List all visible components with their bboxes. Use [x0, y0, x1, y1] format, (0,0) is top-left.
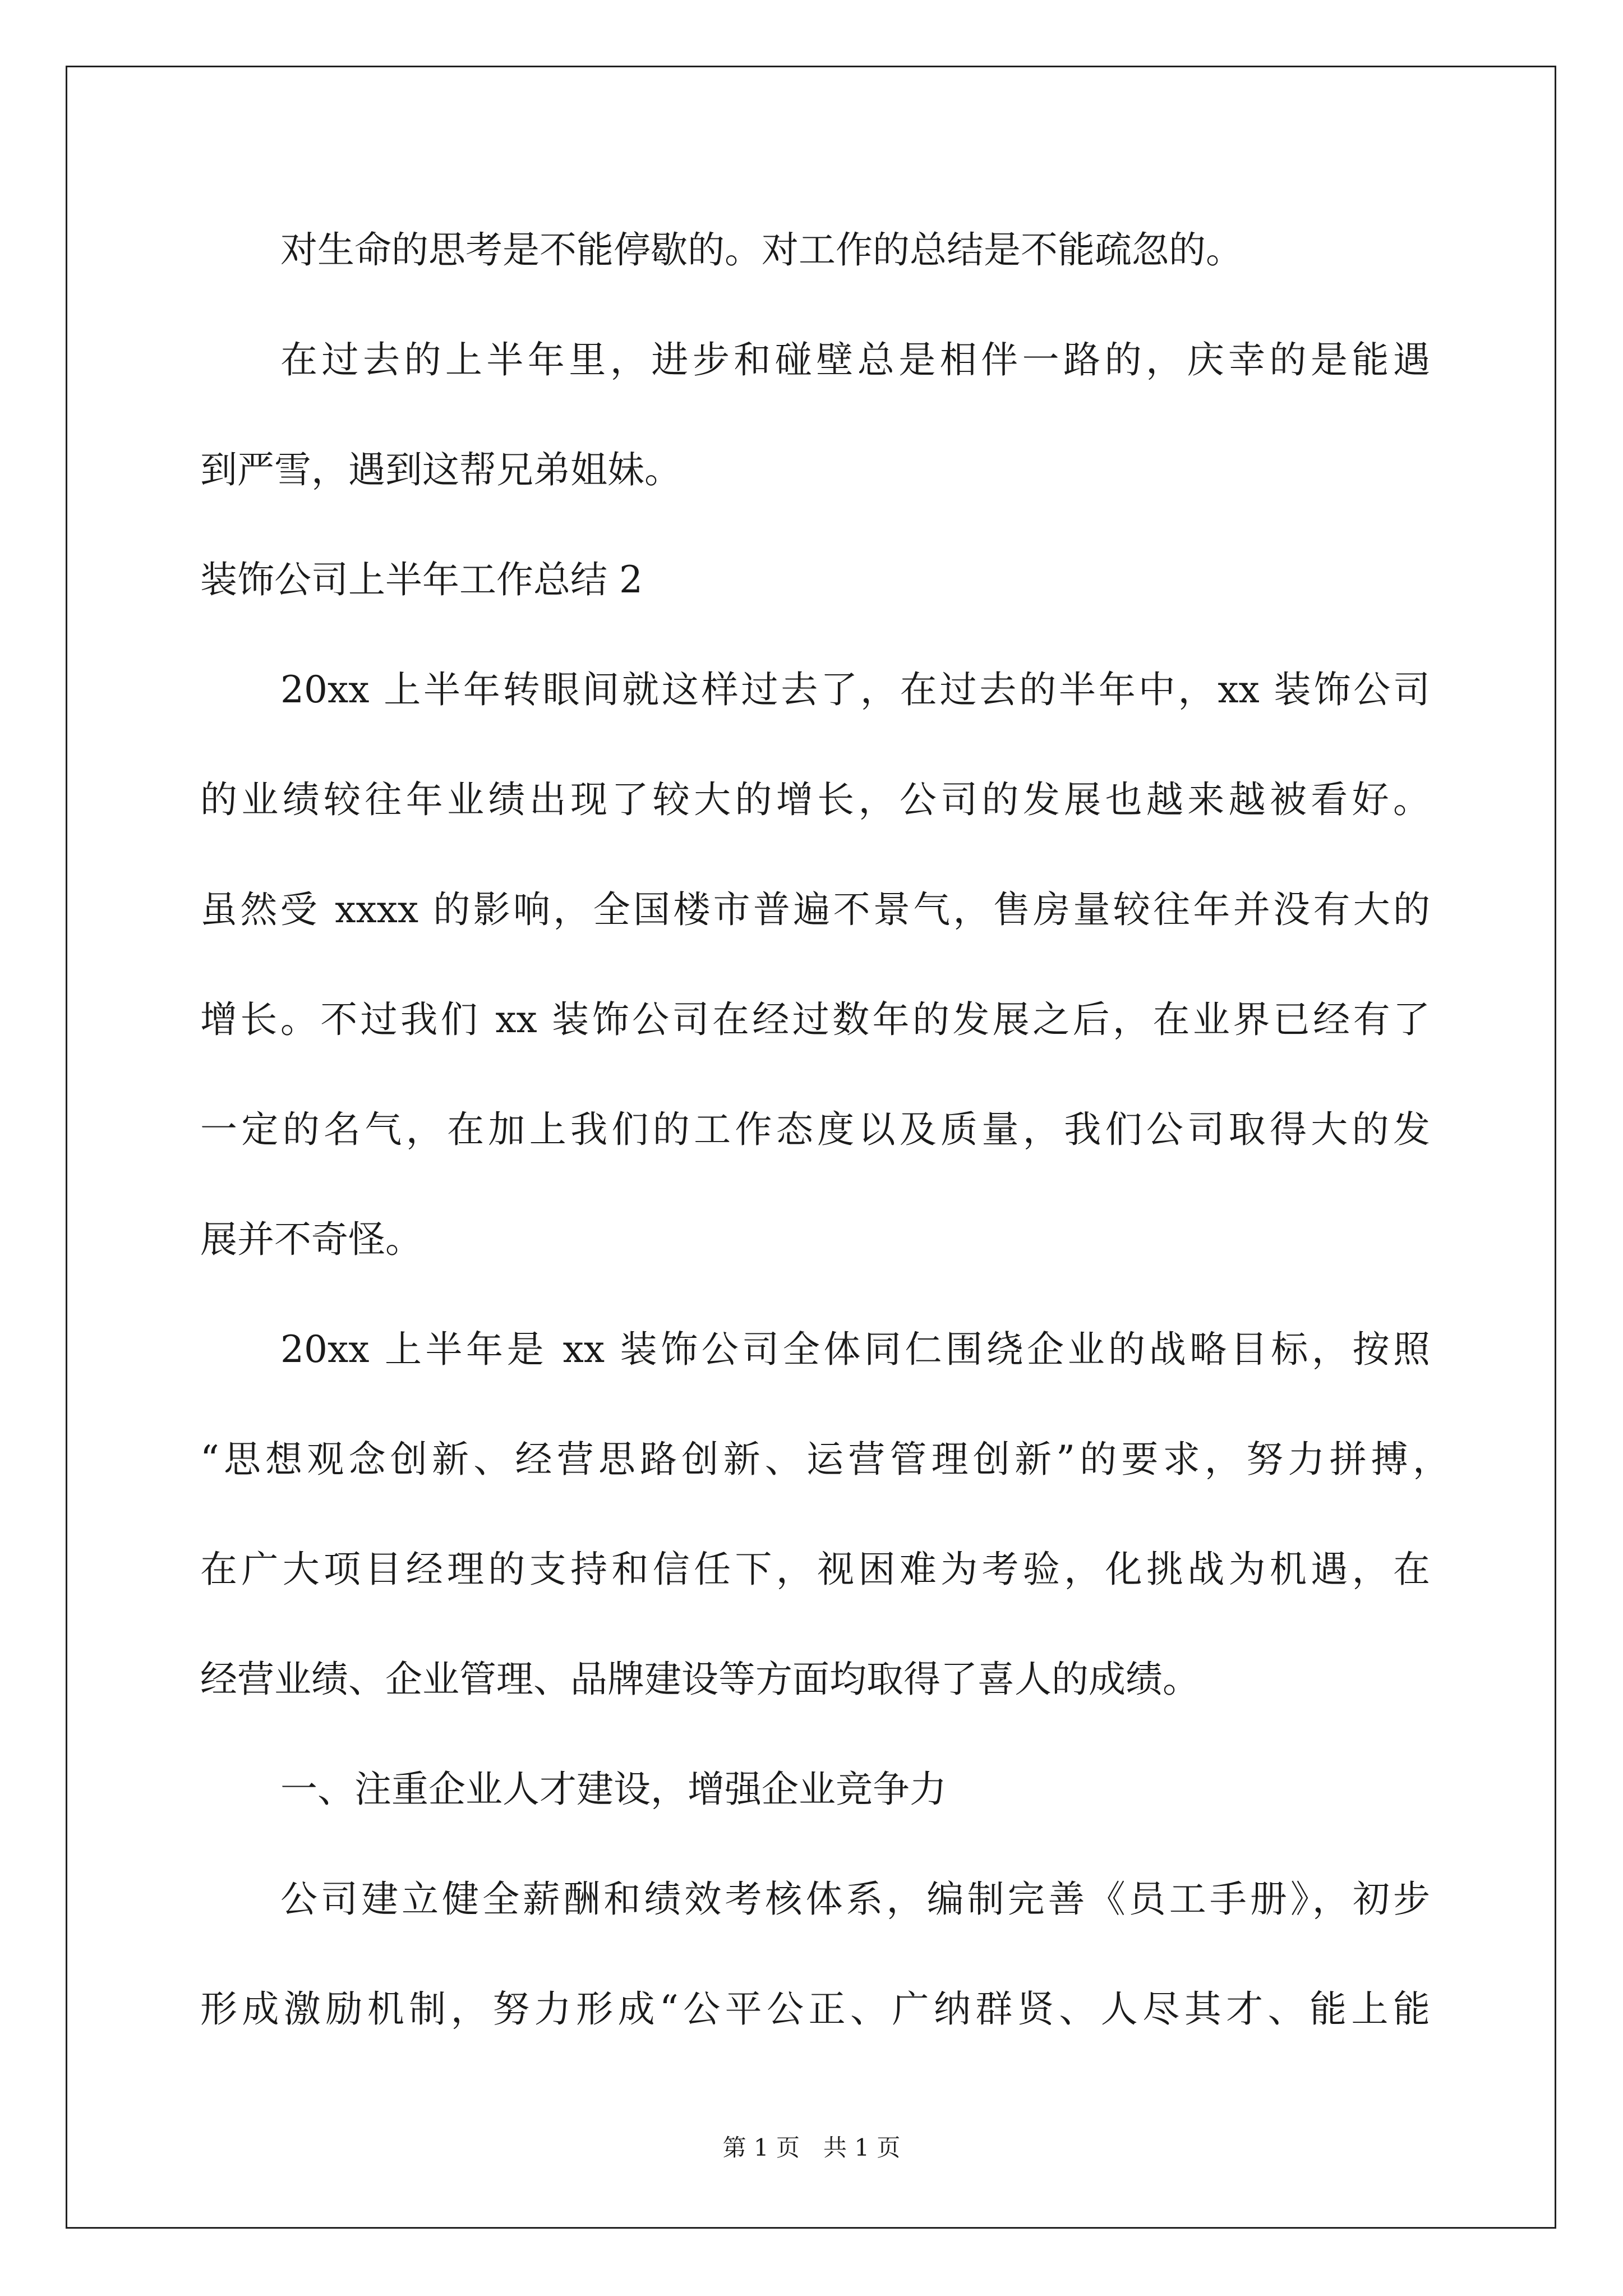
paragraph-3-line-4: 增长。不过我们 xx 装饰公司在经过数年的发展之后，在业界已经有了 — [200, 998, 1430, 1041]
paragraph-3-line-2: 的业绩较往年业绩出现了较大的增长，公司的发展也越来越被看好。 — [200, 778, 1430, 821]
paragraph-6-line-2: 形成激励机制，努力形成“公平公正、广纳群贤、人尽其才、能上能 — [200, 1987, 1430, 2031]
paragraph-3-line-3: 虽然受 xxxx 的影响，全国楼市普遍不景气，售房量较往年并没有大的 — [200, 888, 1430, 931]
paragraph-3-line-5: 一定的名气，在加上我们的工作态度以及质量，我们公司取得大的发 — [200, 1108, 1430, 1151]
paragraph-6-line-1: 公司建立健全薪酬和绩效考核体系，编制完善《员工手册》，初步 — [280, 1878, 1430, 1921]
paragraph-2-line-2: 到严雪，遇到这帮兄弟姐妹。 — [200, 448, 681, 491]
paragraph-3-line-1: 20xx 上半年转眼间就这样过去了，在过去的半年中，xx 装饰公司 — [280, 668, 1430, 711]
paragraph-4-line-1: 20xx 上半年是 xx 装饰公司全体同仁围绕企业的战略目标，按照 — [280, 1328, 1430, 1371]
page-number-footer: 第 1 页 共 1 页 — [722, 2134, 901, 2161]
paragraph-1-line-1: 对生命的思考是不能停歇的。对工作的总结是不能疏忽的。 — [280, 228, 1243, 272]
paragraph-4-line-4: 经营业绩、企业管理、品牌建设等方面均取得了喜人的成绩。 — [200, 1658, 1200, 1701]
section-heading: 装饰公司上半年工作总结 2 — [200, 558, 643, 601]
paragraph-4-line-2: “思想观念创新、经营思路创新、运营管理创新”的要求，努力拼搏， — [200, 1438, 1450, 1481]
paragraph-4-line-3: 在广大项目经理的支持和信任下，视困难为考验，化挑战为机遇，在 — [200, 1548, 1430, 1591]
paragraph-5-line-1: 一、注重企业人才建设，增强企业竞争力 — [280, 1768, 947, 1811]
paragraph-2-line-1: 在过去的上半年里，进步和碰壁总是相伴一路的，庆幸的是能遇 — [280, 338, 1430, 381]
paragraph-3-line-6: 展并不奇怪。 — [200, 1218, 422, 1261]
